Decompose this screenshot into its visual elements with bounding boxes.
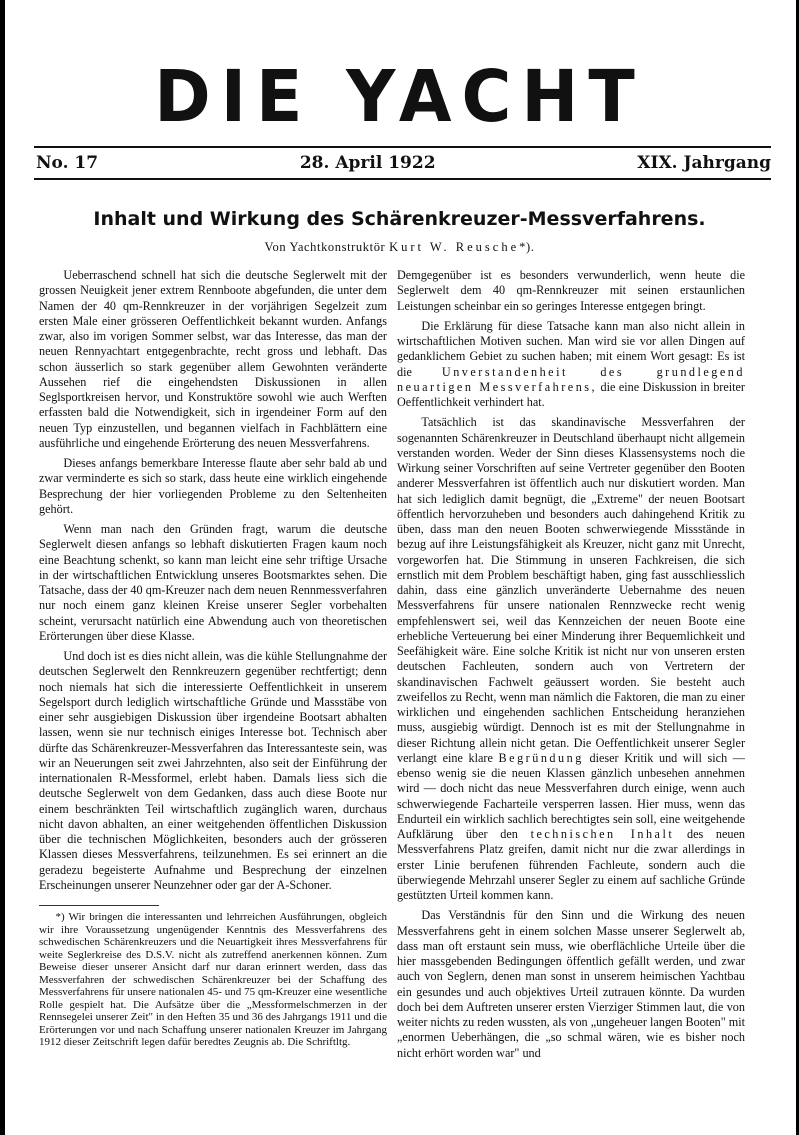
paragraph: Und doch ist es dies nicht allein, was die kühle Stellungnahme der deutschen Seglerwelt den Rennkreuzern gegenüber rechtfertigt; denn noch niemals hat sich die interessierte Oeffentlichkeit in unserem Segelsport durch lediglich wirtschaftliche Gründe und Massstäbe von einer sehr ausgiebigen Diskussion über irgendeine Bootsart abhalten lassen, wenn sie nur technisch einiges Interesse bot. Technisch aber dürfte das Schärenkreuzer-Messverfahren das Interessanteste sein, was wir an Neuerungen seit zwei Jahrzehnten, also seit der Einführung der internationalen R-Messformel, erlebt haben. Damals liess sich die deutsche Seglerwelt von dem Gedanken, dass auch diese Boote nur einem beschränkten Teil wirtschaftlich zugänglich waren, durchaus nicht davon abhalten, an einer weitgehenden öffentlichen Diskussion über die technischen Möglichkeiten, besonders auch der grösseren Klassen dieses Messverfahrens, teilzunehmen. Es sei erinnert an die geradezu begeisterte Aufnahme und Besprechung der einzelnen Erscheinungen unserer Neunzehner oder gar der A-Schoner. (39, 649, 387, 892)
column-left (39, 268, 387, 1049)
footnote (39, 911, 387, 1049)
header-rule-bottom (34, 178, 771, 180)
paragraph: Wenn man nach den Gründen fragt, warum die deutsche Seglerwelt diesen anfangs so lebhaft diskutierten Fragen kaum noch eine Beachtung schenkt, so kann man leicht eine sehr triftige Ursache in der wirtschaftlichen Entwicklung unseres Bootsmarktes sehen. Die Tatsache, dass der 40 qm-Kreuzer nach dem neuen Rennmessverfahren nur noch einem ganz kleinen Kreise unserer Segler vorbehalten scheint, verursacht natürlich eine Abwendung auch von theoretischen Erörterungen über diese Klasse. (39, 522, 387, 643)
issue-line (36, 152, 771, 174)
emphasis-text: technischen Inhalt (530, 827, 675, 841)
byline-author: Kurt W. Reusche (389, 240, 520, 254)
header-rule-top (34, 146, 771, 148)
text-run: dieser Kritik und will sich — ebenso wenig sie die neuen Klassen gänzlich unbesehen annehmen wird — doch nicht das neue Messverfahren durch einige, wenn auch schwerwiegende Facharteile versperren lassen. Hier muss, wenn das Endurteil ein wirklich sachlich berechtigtes sein soll, eine weitgehende Aufklärung über den (397, 750, 745, 841)
text-run: die eine Diskussion in breiter Oeffentlichkeit verhindert hat. (397, 379, 745, 409)
paragraph: Ueberraschend schnell hat sich die deutsche Seglerwelt mit der grossen Neuigkeit jener extrem Rennboote abgefunden, die unter dem Namen der 40 qm-Rennkreuzer in der vorjährigen Segelzeit zum ersten Male einer grösseren Oeffentlichkeit bekannt wurden. Anfangs zwar, also im vorigen Sommer selbst, war das Interesse, das man der neuen Rennyachtart entgegenbrachte, recht gross und lebhaft. Das schon äusserlich so stark gegenüber allem Gewohnten veränderte Aussehen rief die eingehendsten Diskussionen in allen Seglsportkreisen hervor, und Konstruktöre sowohl wie auch Werften erfassten bald die Notwendigkeit, sich in irgendeiner Form auf den neuen Typ einzustellen, und begannen vielfach in Fachblättern eine ausführliche und eingehende Erörterung des neuen Messverfahrens. (39, 268, 387, 450)
issue-number: No. 17 (36, 153, 99, 173)
issue-date: 28. April 1922 (299, 153, 436, 173)
masthead-title: DIE YACHT (154, 56, 645, 139)
paragraph: Das Verständnis für den Sinn und die Wirkung des neuen Messverfahrens geht in einem solchen Masse unserer Seglerwelt ab, dass man oft erstaunt sein muss, wie oberflächliche Urteile über die hier massgebenden Bedingungen öffentlich gefällt werden, und zwar auch von Seglern, denen man sonst in unserem heimischen Yachtbau ein gesundes und auch objektives Urteil zutrauen könnte. Da wurden doch bei dem Auftreten unserer ersten Vierziger Stimmen laut, die von weiter nichts zu reden wussten, als von „ungeheuer langen Booten" mit „enormen Ueberhängen, die „so schmal wären, wie es bisher noch nicht erhört worden war" und (397, 908, 745, 1060)
article-title: Inhalt und Wirkung des Schärenkreuzer-Messverfahrens. (93, 208, 706, 230)
paragraph (397, 319, 745, 411)
byline-prefix: Von Yachtkonstruktör (264, 240, 386, 254)
column-right (397, 268, 745, 1061)
paragraph (397, 415, 745, 903)
text-run: Die Erklärung für diese Tatsache kann man also nicht allein in wirtschaftlichen Motiven suchen. Man wird sie vor allen Dingen auf gedanklichem Gebiet zu suchen haben; mit einem Wort gesagt: Es ist die (397, 318, 745, 379)
text-run: Tatsächlich ist das skandinavische Messverfahren der sogenannten Schärenkreuzer in Deutschland überhaupt nicht allgemein verstanden worden. Weder der Sinn dieses Klassensystems noch die Wirkung seiner Vorschriften auf seine Vertreter gegenüber den Booten anderer Messverfahren ist öffentlich auch nur diskutiert worden. Man hat sich lediglich damit begnügt, die „Extreme" der neuen Bootsart öffentlich hervorzuheben und besonders auch dahingehend Kritik zu üben, dass man den neuen Booten schwerwiegende Missstände in bezug auf ihre Leistungsfähigkeit als Kreuzer, nicht ganz mit Unrecht, vorgeworfen hat. Die Stimmung in unseren Fachkreisen, die sich ernstlich mit dem Problem beschäftigt haben, ging fast ausschliesslich dahin, dass eine gänzlich unveränderte Uebernahme des neuen Messverfahrens für unsere nationalen Rennzwecke recht wenig empfehlenswert sei, weil das Kennzeichen der neuen Boote eine erhebliche Verteuerung bei einer Minderung ihrer Bequemlichkeit und Seefähigkeit wäre. Eine solche Kritik ist nicht nur von unseren ersten deutschen Fachleuten, sondern auch von Vertretern der skandinavischen Fachwelt geäussert worden. Sie besteht auch zweifellos zu Recht, wenn man nämlich die Faktoren, die man zu einer wirklichen und eingehenden sachlichen Entscheidung heranziehen muss, ausgiebig würdigt. Dennoch ist es mit der Stellungnahme in dieser Richtung allein nicht getan. Die Oeffentlichkeit unserer Segler verlangt eine klare (397, 415, 745, 765)
paragraph: Demgegenüber ist es besonders verwunderlich, wenn heute die Seglerwelt dem 40 qm-Rennkreuzer mit seinen erstaunlichen Leistungen scheinbar ein so geringes Interesse entgegen bringt. (397, 268, 745, 313)
paragraph: Dieses anfangs bemerkbare Interesse flaute aber sehr bald ab und zwar verminderte es sich so stark, dass heute eine wirklich eingehende Besprechung der hier vorliegenden Probleme zu den Seltenheiten gehört. (39, 456, 387, 516)
issue-volume: XIX. Jahrgang (637, 153, 771, 173)
text-run: des neuen Messverfahrens Platz greifen, damit nicht nur die zwar allerdings in erster Linie berufenen führenden Fachleute, sondern auch die überwiegende Mehrzahl unserer Segler zu einem auf sachliche Gründe gestützten Urteil kommen kann. (397, 827, 746, 902)
byline-suffix: *). (519, 240, 535, 254)
footnote-rule (39, 905, 159, 906)
footnote-text: *) Wir bringen die interessanten und lehrreichen Ausführungen, obgleich wir ihre Voraussetzung ungenügender Kenntnis des Messverfahrens des schwedischen Schärenkreuzers und die Neuartigkeit ihres Messverfahrens für weite Seglerkreise des D.S.V. nicht als zutreffend anerkennen können. Zum Beweise dieser unserer Ansicht darf nur daran erinnert werden, dass das Messverfahren der schwedischen Schärenkreuzer bei der Schaffung des Messverfahrens für unsere nationalen 45- und 75 qm-Kreuzer eine wesentliche Rolle gespielt hat. Die Aufsätze über die „Messformelschmerzen in der Rennsegelei unserer Zeit" in den Heften 35 und 36 des Jahrgangs 1911 und die Erörterungen vor und nach Schaffung unserer nationalen Kreuzer im Jahrgang 1912 dieser Zeitschrift legen dafür beredtes Zeugnis ab. Die Schriftltg. (39, 911, 387, 1048)
scan-border-left (0, 0, 5, 1135)
emphasis-text: Begründung (498, 750, 584, 765)
article-byline (30, 240, 769, 255)
emphasis-text: Unverstandenheit des grundlegend neuartigen Messverfahrens, (397, 364, 745, 394)
